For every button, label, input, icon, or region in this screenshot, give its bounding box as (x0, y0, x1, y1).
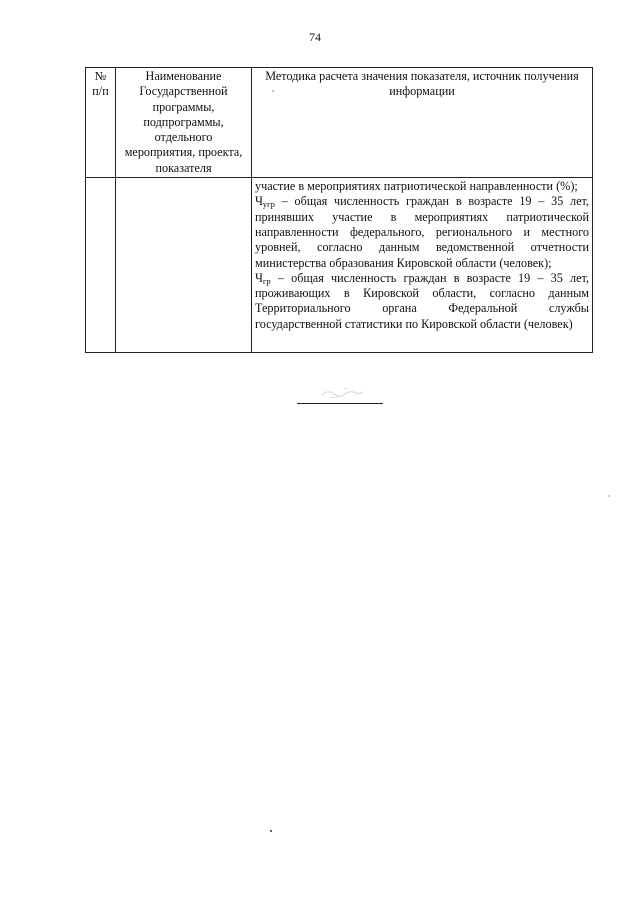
page-number: 74 (309, 30, 321, 44)
methodology-paragraph-2 (255, 194, 589, 270)
cell-methodology (252, 178, 593, 353)
methodology-paragraph-3 (255, 271, 589, 332)
table-header-row (86, 68, 593, 178)
variable-definition: – общая численность граждан в возрасте 19 – 35 лет, проживающих в Кировской области, согласно данным Территориального органа Федеральной службы государственной статистики по Кировской области (человек) (255, 270, 589, 331)
indicator-methodology-table (85, 67, 593, 353)
table-row (86, 178, 593, 353)
scan-speck (608, 495, 610, 497)
header-methodology: Методика расчета значения показателя, источник получения информации (252, 68, 593, 178)
cell-name (116, 178, 252, 353)
cell-number (86, 178, 116, 353)
methodology-paragraph-1: участие в мероприятиях патриотической направленности (%); (255, 179, 578, 194)
variable-symbol: Ч (255, 194, 263, 209)
end-of-document-line (297, 403, 383, 404)
variable-subscript: гр (262, 275, 271, 286)
header-name: Наименование Государственной программы, подпрограммы, отдельного мероприятия, проекта, показателя (116, 68, 252, 178)
variable-definition: – общая численность граждан в возрасте 19 – 35 лет, принявших участие в мероприятиях патриотической направленности федерального, регионального и местного уровней, согласно данным ведомственной отчетности министерства образования Кировской области (человек); (255, 194, 589, 270)
scan-speck (270, 830, 272, 832)
scan-speck (272, 90, 274, 92)
variable-symbol: Ч (255, 270, 263, 285)
faint-scribble-mark (320, 386, 365, 400)
header-number: № п/п (86, 68, 116, 178)
variable-subscript: угр (262, 199, 275, 210)
